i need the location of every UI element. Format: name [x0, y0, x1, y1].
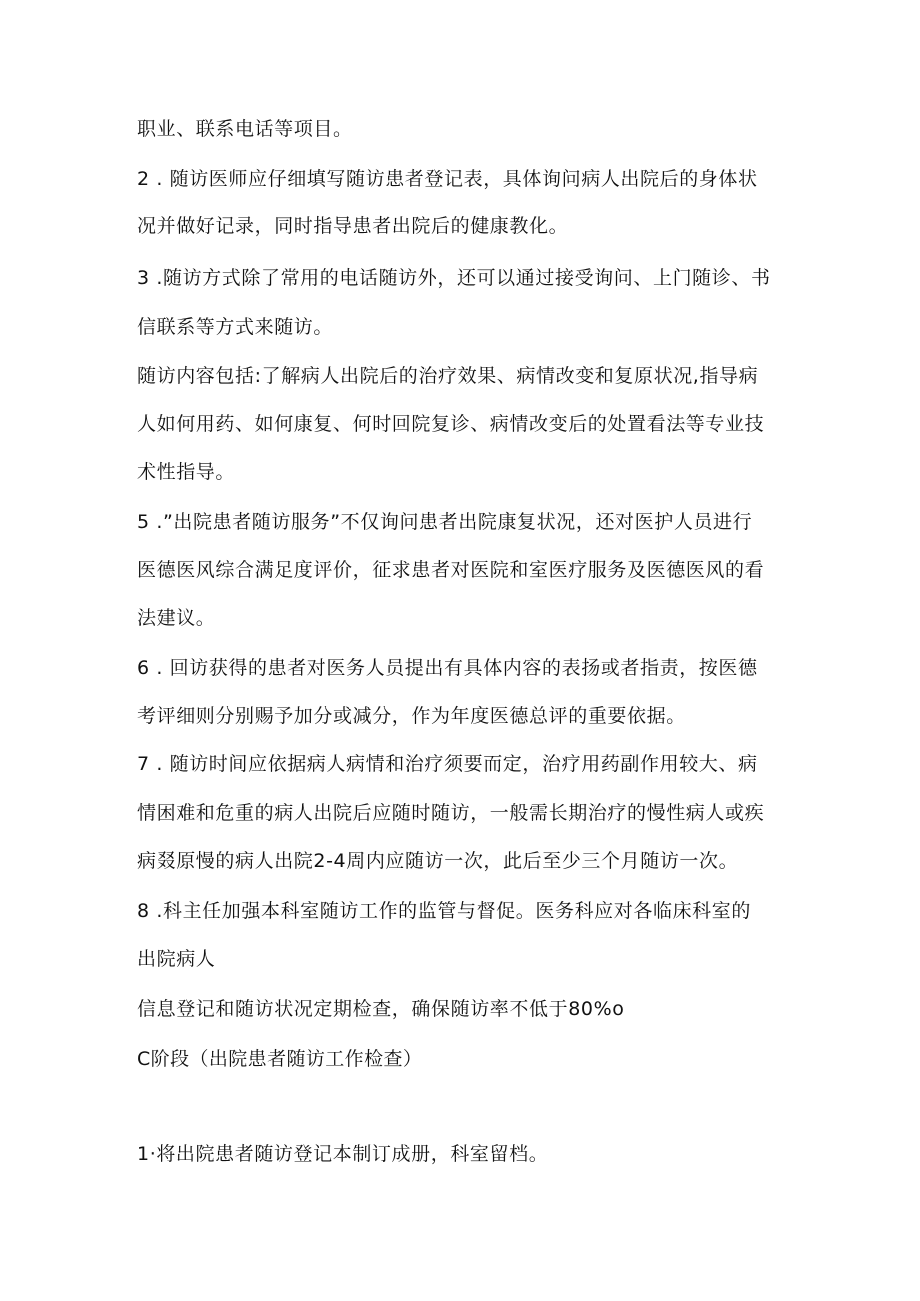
section-heading: C阶段（出院患者随访工作检查） — [137, 1048, 423, 1070]
list-item-7-line-2: 情困难和危重的病人出院后应随时随访，一般需长期治疗的慢性病人或疾 — [137, 802, 765, 824]
list-item-7-line-3: 病叕原慢的病人出院2-4周内应随访一次，此后至少三个月随访一次。 — [137, 850, 739, 872]
list-item-8-line-1: 8 .科主任加强本科室随访工作的监管与督促。医务科应对各临床科室的 — [137, 900, 751, 922]
list-item-5-line-1: 5 .”出院患者随访服务”不仅询问患者出院康复状况，还对医护人员进行 — [137, 511, 753, 533]
list-item-7-line-1: 7 . 随访时间应依据病人病情和治疗须要而定，治疗用药副作用较大、病 — [137, 753, 758, 775]
paragraph-line-2: 人如何用药、如何康复、何时回院复诊、病情改变后的处置看法等专业技 — [137, 413, 765, 435]
list-item-5-line-3: 法建议。 — [137, 607, 216, 629]
list-item-8-line-3: 信息登记和随访状况定期检查，确保随访率不低于80%o — [137, 998, 625, 1020]
list-item-1: 1·将出院患者随访登记本制订成册，科室留档。 — [137, 1143, 549, 1165]
list-item-5-line-2: 医德医风综合满足度评价，征求患者对医院和室医疗服务及医德医风的看 — [137, 559, 765, 581]
text-line: 职业、联系电话等项目。 — [137, 118, 353, 140]
list-item-2-line-1: 2 . 随访医师应仔细填写随访患者登记表，具体询问病人出院后的身体状 — [137, 168, 758, 190]
list-item-2-line-2: 况并做好记录，同时指导患者出院后的健康教化。 — [137, 215, 569, 237]
list-item-6-line-2: 考评细则分别赐予加分或减分，作为年度医德总评的重要依据。 — [137, 705, 686, 727]
paragraph-line-1: 随访内容包括:了解病人出院后的治疗效果、病情改变和复原状况,指导病 — [137, 365, 759, 387]
list-item-8-line-2: 出院病人 — [137, 948, 216, 970]
list-item-6-line-1: 6 . 回访获得的患者对医务人员提出有具体内容的表扬或者指责，按医德 — [137, 657, 758, 679]
list-item-3-line-2: 信联系等方式来随访。 — [137, 316, 334, 338]
paragraph-line-3: 术性指导。 — [137, 461, 236, 483]
list-item-3-line-1: 3 .随访方式除了常用的电话随访外，还可以通过接受询问、上门随诊、书 — [137, 267, 771, 289]
